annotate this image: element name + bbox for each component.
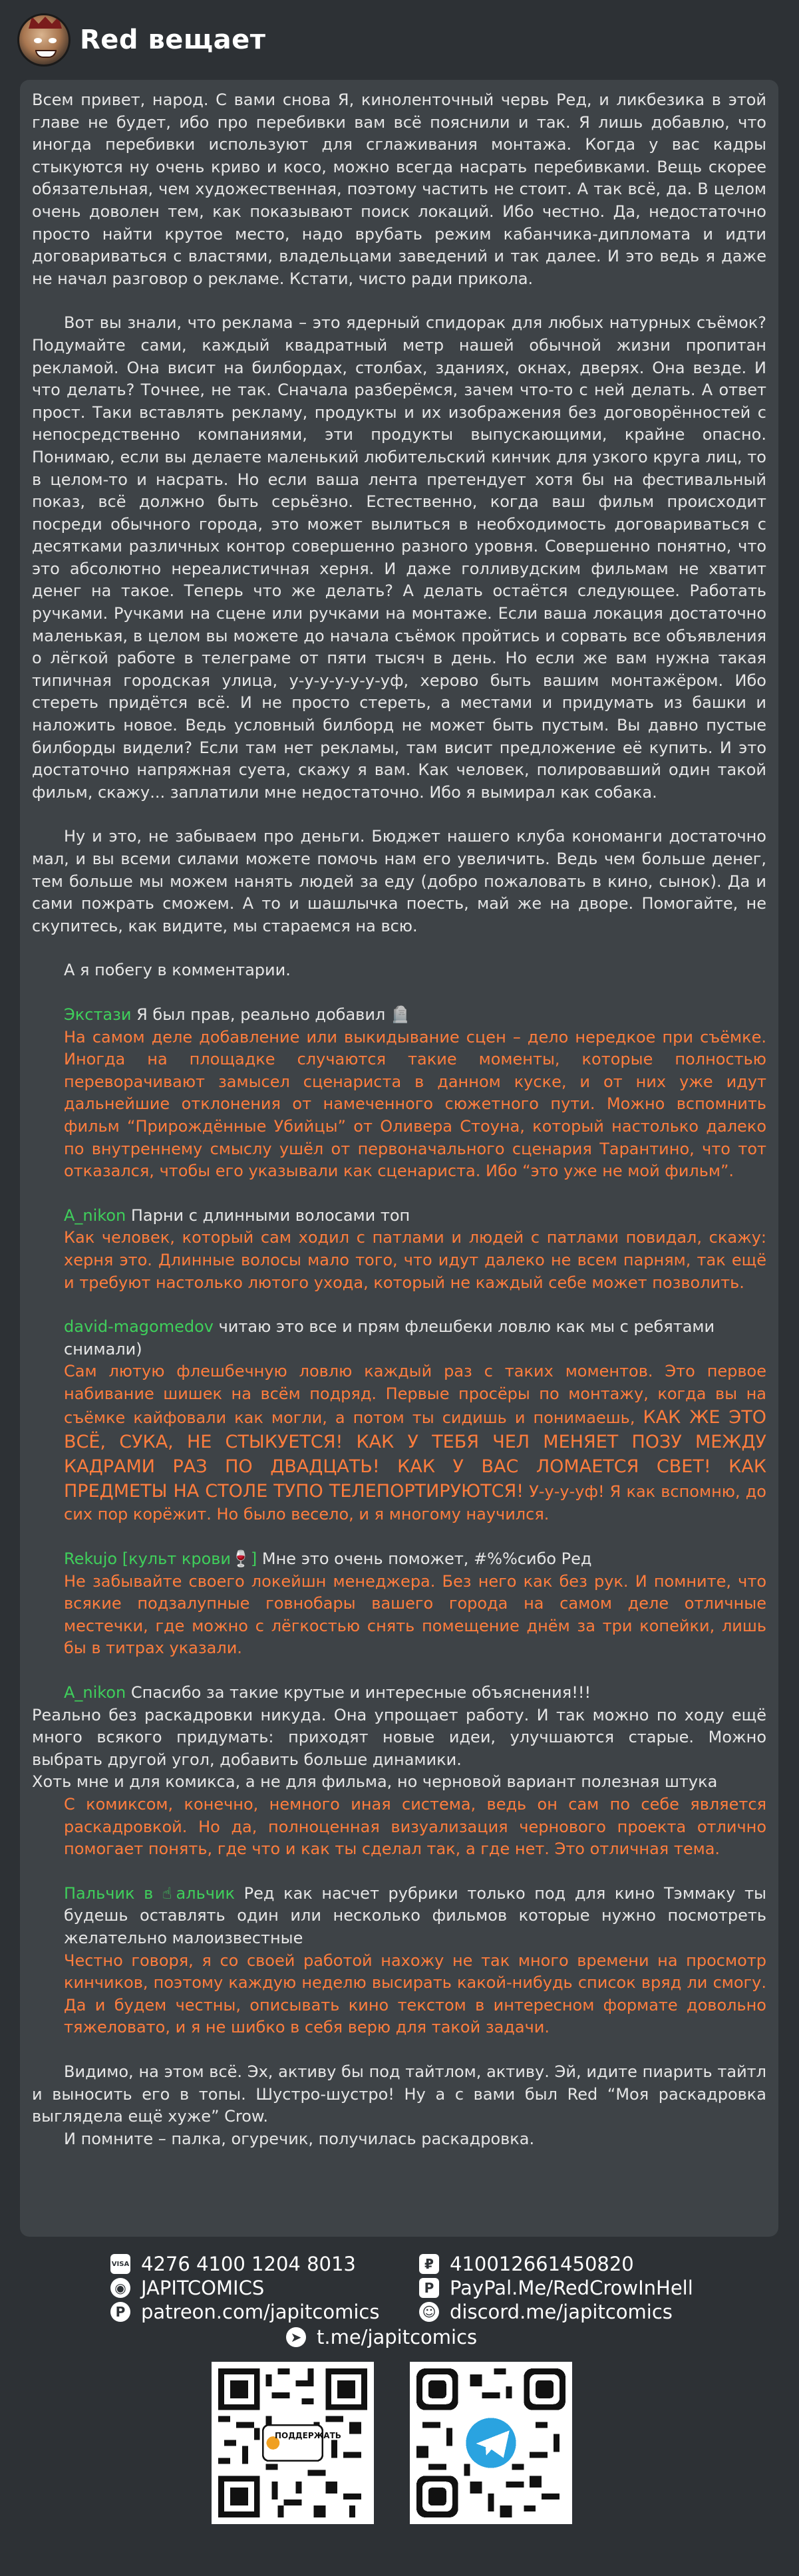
comment-reply: Не забывайте своего локейшн менеджера. Без него как без рук. И помните, что всякие подзалупные говнобары вашего города на самом деле отличные местечки, где можно с лёгкостью снять помещение днём за три копейки, лишь бы в титрах указали.: [64, 1571, 766, 1658]
paragraph-outro: Видимо, на этом всё. Эх, активу бы под тайтлом, активу. Эй, идите пиарить тайтл и выносить его в топы. Шустро-шустро! Ну а с вами был Red “Моя раскадровка выглядела ещё хуже” Crow.: [32, 2062, 766, 2126]
qr-code-donate[interactable]: [212, 2362, 374, 2524]
yoomoney-number: 410012661450820: [450, 2253, 634, 2275]
comment-author[interactable]: Rekujo [культ крови🍷]: [64, 1549, 257, 1569]
visa-row[interactable]: [110, 2253, 356, 2275]
yoomoney-row[interactable]: [419, 2253, 634, 2275]
telegram-icon: ➤: [286, 2327, 306, 2347]
yoomoney-icon: ₽: [419, 2254, 439, 2274]
comment-text: читаю это все и прям флешбеки ловлю как мы с ребятами снимали): [64, 1317, 715, 1359]
paragraph-money: Ну и это, не забываем про деньги. Бюджет нашего клуба кономанги достаточно мал, и вы всеми силами можете помочь нам его увеличить. Ведь чем больше денег, тем больше мы можем нанять людей за еду (добро пожаловать в кино, сынок). Да и сами пожрать сможем. А то и шашлычка поесть, май же на дворе. Помогайте, не скупитесь, как видите, мы стараемся на всю.: [32, 827, 766, 935]
reply-caps: КАК ЖЕ ЭТО ВСЁ, СУКА, НЕ СТЫКУЕТСЯ! КАК У ТЕБЯ ЧЕЛ МЕНЯЕТ ПОЗУ МЕЖДУ КАДРАМИ РАЗ ПО ДВАДЦАТЬ! КАК У ВАС ЛОМАЕТСЯ СВЕТ! КАК ПРЕДМЕТЫ НА СТОЛЕ ТУПО ТЕЛЕПОРТИРУЮТСЯ!: [64, 1407, 766, 1502]
visa-number: 4276 4100 1204 8013: [141, 2253, 356, 2275]
comment-block: [32, 1682, 766, 1861]
comment-reply: С комиксом, конечно, немного иная система, ведь он сам по себе является раскадровкой. Но да, полноценная визуализация чернового проекта отлично помогает понять, где что и как ты сделал так, а где нет. Это отличная тема.: [64, 1795, 766, 1859]
comment-extra: Хоть мне и для комикса, а не для фильма, но черновой вариант полезная штука: [32, 1772, 718, 1792]
japit-row[interactable]: [110, 2277, 264, 2299]
comment-text: Ред как насчет рубрики только под для кино Тэммаку ты будешь оставлять один или несколько фильмов которые нужно посмотреть желательно малоизвестные: [64, 1883, 766, 1947]
comment-block: [32, 1205, 766, 1294]
paragraph-outro-last: И помните – палка, огуречик, получилась раскадровка.: [64, 2129, 535, 2148]
discord-link[interactable]: discord.me/japitcomics: [450, 2301, 673, 2323]
telegram-link[interactable]: t.me/japitcomics: [317, 2326, 478, 2348]
patreon-link[interactable]: patreon.com/japitcomics: [141, 2301, 380, 2323]
post-header: [0, 0, 799, 80]
qr-donate-label: ПОДДЕРЖАТЬ: [275, 2431, 341, 2440]
comment-text: Я был прав, реально добавил 🪦: [131, 1005, 410, 1024]
comment-text: Парни с длинными волосами топ: [126, 1206, 410, 1225]
telegram-row[interactable]: [286, 2326, 477, 2348]
comment-block: [32, 1316, 766, 1526]
paypal-link[interactable]: PayPal.Me/RedCrowInHell: [450, 2277, 693, 2299]
comment-reply: [32, 1361, 766, 1526]
comment-extra: Реально без раскадровки никуда. Она упрощает работу. И так можно по ходу ещё много всякого придумать: приходят новые идеи, улучшаются старые. Можно выбрать другой угол, добавить больше динамики.: [32, 1705, 766, 1769]
post-body: [20, 80, 778, 2237]
comment-text: Мне это очень поможет, #%%сибо Ред: [257, 1549, 592, 1569]
donation-footer: [0, 2237, 799, 2576]
comment-reply: На самом деле добавление или выкидывание сцен – дело нередкое при съёмке. Иногда на площадке случаются такие моменты, которые полностью переворачивают замысел сценариста в данном куске, и от них уже идут дальнейшие отклонения от намеченного сюжетного пути. Можно вспомнить фильм “Прирождённые Убийцы” от Оливера Стоуна, который настолько далеко по внутреннему смыслу ушёл от первоначального сценария Тарантино, что тот отказался, чтобы его указывали как сценариста. Ибо “это уже не мой фильм”.: [64, 1027, 766, 1181]
patreon-icon: P: [110, 2302, 130, 2322]
paypal-icon: P: [419, 2278, 439, 2298]
comment-author[interactable]: Экстази: [64, 1005, 132, 1024]
patreon-row[interactable]: [110, 2301, 379, 2323]
comment-author[interactable]: A_nikon: [64, 1206, 126, 1225]
avatar[interactable]: [17, 13, 71, 67]
reply-end: У-у-у-уф! Я как вспомню, до сих пор корёжит. Но было весело, и я многому научился.: [64, 1482, 766, 1524]
visa-icon: VISA: [110, 2254, 130, 2274]
comment-reply: Честно говоря, я со своей работой нахожу не так много времени на просмотр кинчиков, поэтому каждую неделю высирать какой-нибудь список вряд ли смогу. Да и будем честны, описывать кино текстом в интересном формате довольно тяжеловато, и я не шибко в себя верю для такой задачи.: [64, 1951, 766, 2037]
paragraph-intro: Всем привет, народ. С вами снова Я, киноленточный червь Ред, и ликбезика в этой главе не будет, ибо про перебивки вам всё пояснили и так. Я лишь добавлю, что иногда перебивки используют для сглаживания монтажа. Когда у вас кадры стыкуются ну очень криво и косо, можно всегда насрать перебивками. Вещь скорее обязательная, чем художественная, поэтому частить не стоит. А так всё, да. В целом очень доволен тем, как показывают поиск локаций. Ибо честно. Да, недостаточно просто найти крутое место, надо врубать режим кабанчика-дипломата и идти договариваться с властями, владельцами заведений и так далее. И это ведь я даже не начал разговор о рекламе. Кстати, чисто ради прикола.: [32, 90, 766, 288]
discord-row[interactable]: [419, 2301, 673, 2323]
japit-icon: ◉: [110, 2278, 130, 2298]
comment-block: [32, 1548, 766, 1660]
comment-author[interactable]: Пальчик в ☝альчик: [64, 1883, 235, 1903]
qr-code-telegram[interactable]: [410, 2362, 572, 2524]
reply-start: Сам лютую флешбечную ловлю каждый раз с таких моментов. Это первое набивание шишек на всём подряд. Первые просёры по монтажу, когда вы на съёмке кайфовали как могли, а потом ты сидишь и понимаешь,: [64, 1362, 766, 1428]
paypal-row[interactable]: [419, 2277, 693, 2299]
discord-icon: ☺: [419, 2302, 439, 2322]
comment-author[interactable]: A_nikon: [64, 1683, 126, 1702]
japit-name: JAPITCOMICS: [141, 2277, 265, 2299]
comment-block: [32, 1883, 766, 2039]
paragraph-ads: Вот вы знали, что реклама – это ядерный спидорак для любых натурных съёмок? Подумайте сами, каждый квадратный метр нашей обычной жизни пропитан рекламой. Она висит на билбордах, столбах, зданиях, окнах, дверях. Она везде. И что делать? Точнее, не так. Сначала разберёмся, зачем что-то с ней делать. А ответ прост. Таки вставлять рекламу, продукты и их изображения без договорённостей с непосредственно компаниями, эти продукты выпускающими, крайне опасно. Понимаю, если вы делаете маленький любительский кинчик для узкого круга лиц, то в целом-то и насрать. Но если ваша лента претендует хотя бы на фестивальный показ, всё должно быть серьёзно. Естественно, когда ваш фильм происходит посреди обычного города, это может вылиться в необходимость договариваться с десятками различных контор совершенно разного уровня. Совершенно понятно, что это абсолютно нереалистичная херня. И даже голливудским фильмам не хватит денег на такое. Теперь что же делать? А делать остаётся следующее. Работать ручками. Ручками на сцене или ручками на монтаже. Если ваша локация достаточно маленькая, в целом вы можете до начала съёмок пройтись и сорвать все объявления о лёгкой работе в телеграме от пяти тысяч в день. Но если же вам нужна такая типичная городская улица, у-у-у-у-у-у-уф, херово быть вашим монтажёром. Ибо стереть придётся всё. И не просто стереть, а местами и придумать из башки и наложить новое. Ведь условный билборд не может быть пустым. Вы давно пустые билборды видели? Если там нет рекламы, там висит предложение её купить. И это достаточно напряжная суета, скажу я вам. Как человек, полировавший один такой фильм, скажу... заплатили мне недостаточно. Ибо я вымирал как собака.: [32, 313, 766, 802]
comment-block: [32, 1004, 766, 1183]
page-title: Red вещает: [80, 25, 266, 55]
comment-author[interactable]: david-magomedov: [64, 1317, 214, 1337]
paragraph-comments: А я побегу в комментарии.: [64, 961, 291, 980]
comment-text: Спасибо за такие крутые и интересные объяснения!!!: [126, 1683, 591, 1702]
comment-reply: Как человек, который сам ходил с патлами и людей с патлами повидал, скажу: херня это. Длинные волосы мало того, что идут далеко не всем парням, так ещё и требуют настолько лютого ухода, который не каждый себе может позволить.: [64, 1228, 766, 1292]
